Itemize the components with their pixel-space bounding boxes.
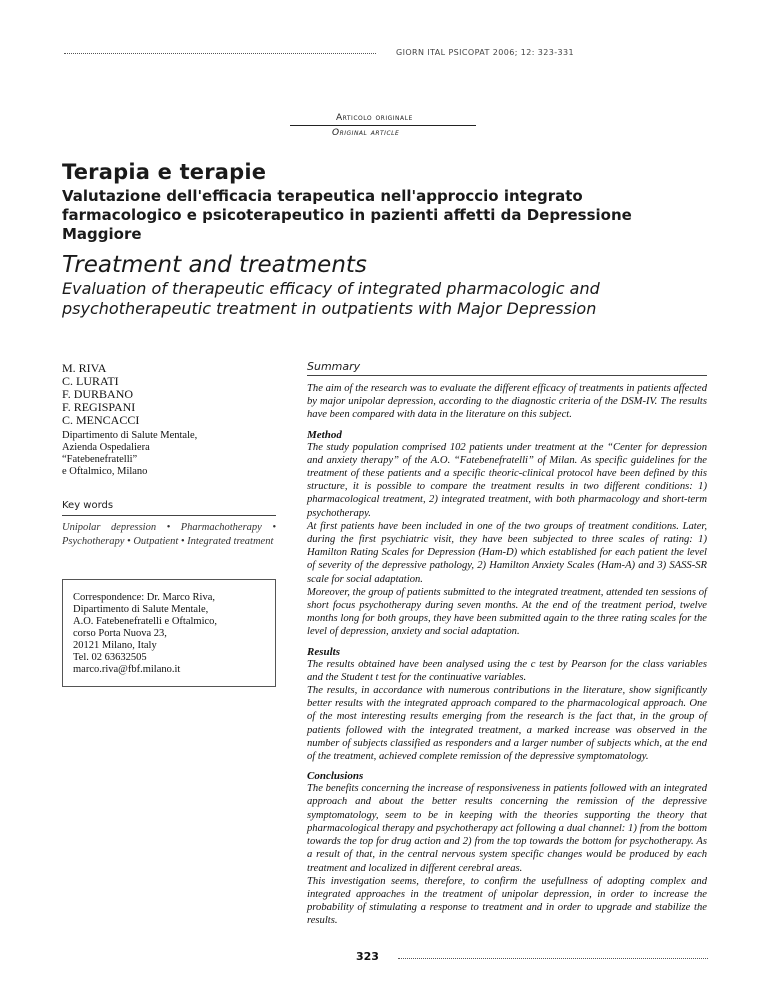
subtitle-italian [62, 187, 632, 244]
journal-citation: GIORN ITAL PSICOPAT 2006; 12: 323-331 [396, 48, 575, 57]
affiliation [62, 430, 197, 478]
author: F. DURBANO [62, 387, 134, 401]
method-heading: Method [307, 428, 342, 441]
author: M. RIVA [62, 361, 107, 375]
title-english: Treatment and treatments [62, 252, 367, 278]
article-type-it: Articolo originale [336, 113, 413, 123]
author-list [62, 362, 139, 427]
method-paragraph: The study population comprised 102 patients under treatment at the “Center for depression and anxiety therapy” of the A.O. “Fatebenefratelli” of Milan. As specific guidelines for the treatment of these patients and a specific theoric-clinical protocol have been defined by this structure, it is possible to compare the treatment results in two different conditions: 1) pharmacological treatment, 2) integrated treatment, with both pharmacology and short-term psychotherapy. [307, 441, 707, 519]
affiliation-line: “Fatebenefratelli” [62, 454, 138, 465]
subtitle-english-line: Evaluation of therapeutic efficacy of integrated pharmacologic and [62, 279, 600, 298]
summary-body [307, 382, 707, 928]
header-rule-dots [64, 53, 376, 54]
summary-rule [307, 375, 707, 376]
subtitle-italian-line: Valutazione dell'efficacia terapeutica nell'approccio integrato [62, 187, 583, 205]
correspondence-email[interactable]: marco.riva@fbf.milano.it [73, 664, 181, 675]
results-paragraph: The results, in accordance with numerous contributions in the literature, show significantly better results with the integrated approach compared to the pharmacological approach. One of the most interesting results emerging from the research is the fact that, in the group of patients followed with the integrated treatment, a marked increase was observed in the number of subjects classified as responders and a larger number of subjects which, at the end of the treatment, achieved complete remission of the depressive symptomatology. [307, 685, 707, 763]
conclusions-heading: Conclusions [307, 770, 364, 783]
article-type-en: Original article [332, 128, 400, 138]
results-heading: Results [307, 645, 341, 658]
correspondence-line: 20121 Milano, Italy [73, 640, 157, 651]
correspondence-line: A.O. Fatebenefratelli e Oftalmico, [73, 616, 218, 627]
keywords-heading: Key words [62, 500, 114, 511]
correspondence-line: corso Porta Nuova 23, [73, 628, 167, 639]
correspondence-line: Dipartimento di Salute Mentale, [73, 604, 209, 615]
affiliation-line: Azienda Ospedaliera [62, 442, 150, 453]
subtitle-english-line: psychotherapeutic treatment in outpatients with Major Depression [62, 299, 597, 318]
author: C. LURATI [62, 374, 119, 388]
title-italian: Terapia e terapie [62, 160, 267, 184]
conclusions-paragraph: The benefits concerning the increase of responsiveness in patients followed with an integrated approach and about the better results concerning the remission of the depressive symptomatology, seem to be in keeping with the theories supporting the theory that pharmacological therapy and psychotherapy act following a dual channel: 1) from the bottom towards the top for drug action and 2) from the top towards the bottom for psychotherapy. As a result of that, in the central nervous system specific changes would be produced by each treatment and localized in different cerebral areas. [307, 783, 707, 874]
subtitle-italian-line: farmacologico e psicoterapeutico in pazienti affetti da Depressione [62, 206, 632, 224]
correspondence-box [62, 579, 276, 687]
page-number: 323 [356, 950, 379, 963]
keywords-rule [62, 515, 276, 516]
conclusions-paragraph: This investigation seems, therefore, to confirm the usefullness of adopting complex and integrated approaches in the treatment of unipolar depression, in order to increase the probability of stimulating a response to treatment and in order to upgrade and stabilize the results. [307, 875, 707, 927]
method-paragraph: Moreover, the group of patients submitted to the integrated treatment, attended ten sessions of short focus psychotherapy during seven months. At the end of the treatment period, twelve months long for both groups, they have been submitted again to the three rating scales for the level of depression, anxiety and social adaptation. [307, 586, 707, 638]
correspondence-line: Tel. 02 63632505 [73, 652, 147, 663]
author: F. REGISPANI [62, 400, 136, 414]
affiliation-line: e Oftalmico, Milano [62, 466, 148, 477]
affiliation-line: Dipartimento di Salute Mentale, [62, 430, 198, 441]
method-paragraph: At first patients have been included in one of the two groups of treatment conditions. Later, during the first psychiatric visit, they have been subjected to three scales of rating: 1) Hamilton Rating Scales for Depression (Ham-D) which established for each patient the level of severity of the depressive pathology, 2) Hamilton Anxiety Scales (Ham-A) and 3) SASS-SR scale for social adaptation. [307, 520, 707, 585]
keywords-text: Unipolar depression • Pharmachotherapy • Psychotherapy • Outpatient • Integrated treatment [62, 522, 276, 547]
subtitle-english [62, 279, 600, 319]
article-type-rule [290, 125, 476, 126]
subtitle-italian-line: Maggiore [62, 225, 142, 243]
footer-rule-dots [398, 958, 708, 959]
author: C. MENCACCI [62, 413, 140, 427]
correspondence-line: Correspondence: Dr. Marco Riva, [73, 592, 216, 603]
summary-intro: The aim of the research was to evaluate the different efficacy of treatments in patients affected by major unipolar depression, according to the diagnostic criteria of the DSM-IV. The results have been compared with data in the literature on this subject. [307, 383, 707, 421]
summary-heading: Summary [307, 360, 361, 373]
results-paragraph: The results obtained have been analysed using the c test by Pearson for the class variables and the Student t test for the continuative variables. [307, 658, 707, 683]
